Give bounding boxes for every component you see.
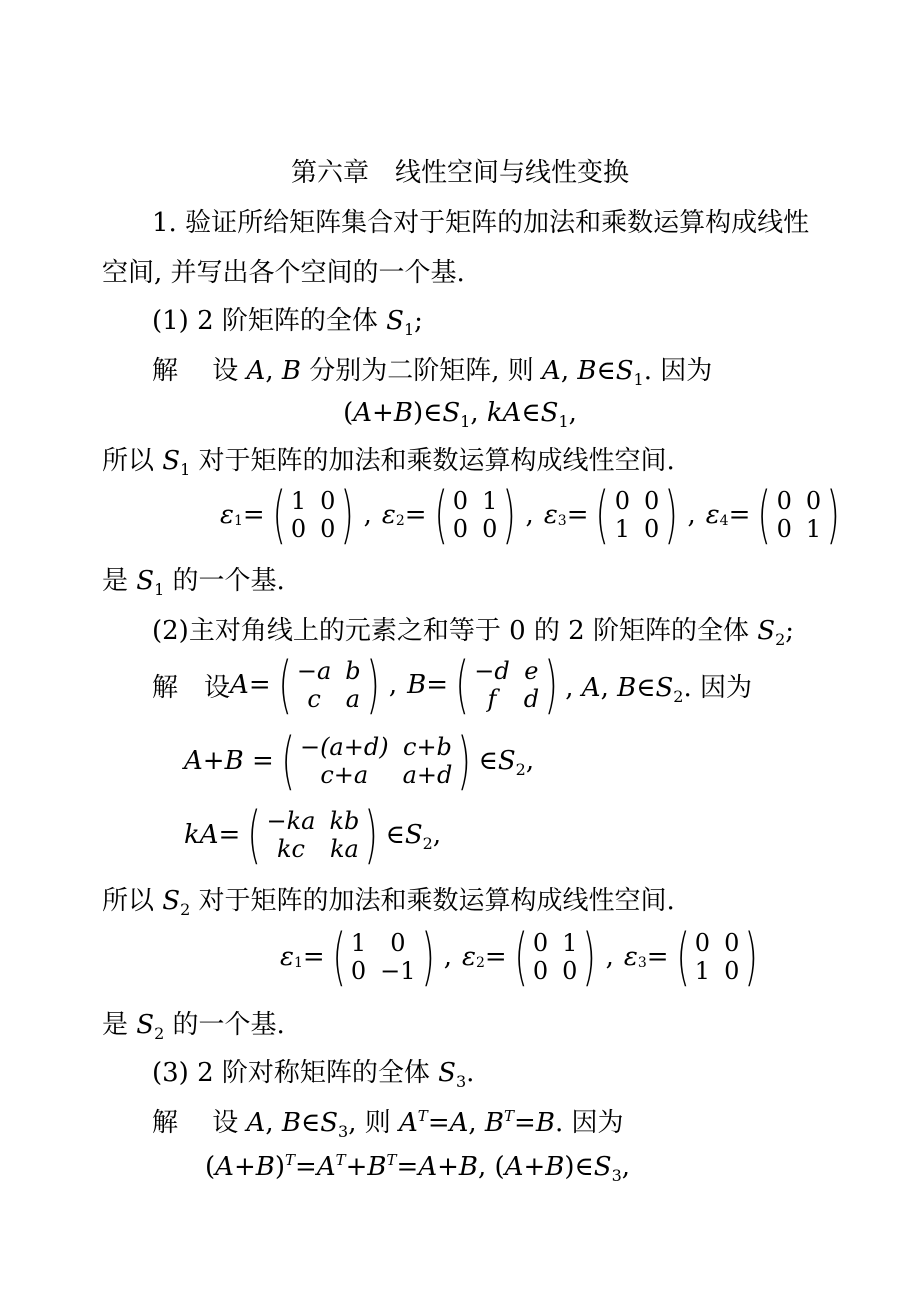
question-2-text: (2)主对角线上的元素之和等于 0 的 2 阶矩阵的全体 xyxy=(152,616,758,646)
left-paren: ( xyxy=(757,478,772,551)
matrix-B xyxy=(450,648,563,721)
matrix-entry: c xyxy=(307,685,321,713)
left-paren: ( xyxy=(455,648,469,721)
right-paren: ) xyxy=(744,920,759,993)
basis-s1-e1: ε 1 = ( 1 0 0 0 ) , xyxy=(220,478,372,551)
matrix-entry: 1 xyxy=(350,929,367,957)
conclusion-2-text: 对于矩阵的加法和乘数运算构成线性空间. xyxy=(190,886,675,916)
matrix-entry: 1 xyxy=(290,487,307,515)
basis-s2-prefix: 是 xyxy=(102,1010,137,1040)
matrix-entry: a xyxy=(345,685,361,713)
equation-scalar-2: kA = ( −ka kb kc ka ) $\in S_2$, xyxy=(184,798,442,871)
solution-label: 解 xyxy=(152,1108,179,1138)
matrix-A xyxy=(273,648,385,721)
matrix xyxy=(327,920,440,993)
matrix-entry: f xyxy=(487,685,497,713)
solution-2-line: 解 设 A = ( −a b c a ) , B = ( −d e f d ) , A, $B\in S_2$. 因为 xyxy=(152,648,752,721)
left-paren: ( xyxy=(332,920,346,993)
problem-1-line-2: 空间, 并写出各个空间的一个基. xyxy=(102,258,465,288)
conclusion-2-prefix: 所以 xyxy=(102,886,163,916)
matrix-entry: 0 xyxy=(320,487,336,515)
matrix xyxy=(590,478,683,551)
basis-s2-statement: 是 $S_2$ 的一个基. xyxy=(102,1010,285,1043)
matrix-entry: 1 xyxy=(614,515,630,543)
left-paren: ( xyxy=(247,798,262,871)
matrix xyxy=(509,920,602,993)
matrix-entry: e xyxy=(524,657,539,685)
basis-s2 xyxy=(280,920,766,993)
solution-3-text-a: 设 xyxy=(212,1108,247,1138)
matrix-entry: a+d xyxy=(402,761,453,789)
matrix-entry: 1 xyxy=(805,515,822,543)
matrix xyxy=(752,478,845,551)
right-paren: ) xyxy=(544,648,558,721)
left-paren: ( xyxy=(434,478,448,551)
matrix-entry: 0 xyxy=(290,515,307,543)
matrix-entry: 0 xyxy=(452,487,469,515)
solution-3-because: . 因为 xyxy=(554,1108,624,1138)
left-paren: ( xyxy=(514,920,528,993)
left-paren: ( xyxy=(272,478,286,551)
conclusion-2: 所以 $S_2$ 对于矩阵的加法和乘数运算构成线性空间. xyxy=(102,886,675,919)
matrix-entry: d xyxy=(523,685,540,713)
matrix-entry: −(a+d) xyxy=(299,733,389,761)
matrix-entry: 0 xyxy=(724,929,740,957)
conclusion-1-prefix: 所以 xyxy=(102,446,163,476)
right-paren: ) xyxy=(366,648,380,721)
question-3-text: (3) 2 阶对称矩阵的全体 xyxy=(152,1058,439,1088)
basis-s2-tail: 的一个基. xyxy=(164,1010,285,1040)
basis-s1-e2: ε 2 = ( 0 1 0 0 ) , xyxy=(381,478,534,551)
solution-1-text-b: 分别为二阶矩阵, 则 xyxy=(309,356,543,386)
matrix-entry: 0 xyxy=(532,957,549,985)
solution-1-text-a: 设 xyxy=(212,356,247,386)
basis-s1-e3: ε 3 = ( 0 0 1 0 ) , xyxy=(543,478,696,551)
right-paren: ) xyxy=(582,920,597,993)
right-paren: ) xyxy=(826,478,840,551)
conclusion-1: 所以 $S_1$ 对于矩阵的加法和乘数运算构成线性空间. xyxy=(102,446,675,479)
basis-s1-tail: 的一个基. xyxy=(164,566,285,596)
basis-s2-e1: ε 1 = ( 1 0 0 −1 ) , xyxy=(280,920,453,993)
matrix-entry: 1 xyxy=(482,487,498,515)
basis-s1 xyxy=(220,478,847,551)
right-paren: ) xyxy=(340,478,355,551)
matrix-entry: 1 xyxy=(694,957,711,985)
matrix-entry: 0 xyxy=(390,929,406,957)
question-2: (2)主对角线上的元素之和等于 0 的 2 阶矩阵的全体 $S_2$; xyxy=(152,616,795,649)
right-paren: ) xyxy=(420,920,435,993)
solution-label: 解 xyxy=(152,356,179,386)
matrix-entry: 0 xyxy=(562,957,578,985)
question-1: (1) 2 阶矩阵的全体 $S_1$; xyxy=(152,306,423,339)
matrix-entry: 0 xyxy=(694,929,711,957)
matrix-entry: −d xyxy=(474,657,510,685)
matrix-entry: kb xyxy=(329,807,360,835)
solution-3-text-b: , 则 xyxy=(348,1108,400,1138)
matrix-entry: c+a xyxy=(320,761,369,789)
matrix-entry: 0 xyxy=(776,515,792,543)
solution-2-because: . 因为 xyxy=(683,672,752,703)
basis-s1-prefix: 是 xyxy=(102,566,137,596)
solution-3-line: 解 设 A, $B\in S_3$, 则 $A^T=A$, $B^T=B$. 因为 xyxy=(152,1107,624,1141)
matrix-entry: c+b xyxy=(403,733,452,761)
problem-1-line-1: 1. 验证所给矩阵集合对于矩阵的加法和乘数运算构成线性 xyxy=(152,208,810,238)
right-paren: ) xyxy=(664,478,679,551)
matrix-entry: 0 xyxy=(724,957,740,985)
matrix-entry: 0 xyxy=(776,487,792,515)
matrix xyxy=(671,920,764,993)
matrix-entry: b xyxy=(345,657,361,685)
left-paren: ( xyxy=(281,724,295,797)
basis-s1-statement: 是 $S_1$ 的一个基. xyxy=(102,566,285,599)
right-paren: ) xyxy=(457,724,472,797)
matrix-entry: 0 xyxy=(482,515,498,543)
question-3: (3) 2 阶对称矩阵的全体 $S_3$. xyxy=(152,1058,475,1091)
conclusion-1-text: 对于矩阵的加法和乘数运算构成线性空间. xyxy=(190,446,675,476)
left-paren: ( xyxy=(595,478,610,551)
matrix-entry: 0 xyxy=(350,957,367,985)
matrix xyxy=(429,478,522,551)
right-paren: ) xyxy=(364,798,379,871)
basis-s2-e2: ε 2 = ( 0 1 0 0 ) , xyxy=(462,920,614,993)
solution-2-text-a: 设 xyxy=(204,672,231,703)
matrix-entry: kc xyxy=(277,835,305,863)
matrix-entry: 0 xyxy=(532,929,549,957)
right-paren: ) xyxy=(502,478,517,551)
matrix-entry: ka xyxy=(330,835,359,863)
matrix-entry: −ka xyxy=(266,807,316,835)
left-paren: ( xyxy=(676,920,690,993)
question-1-text: (1) 2 阶矩阵的全体 xyxy=(152,306,387,336)
basis-s2-e3: ε 3 = ( 0 0 1 0 ) xyxy=(624,926,766,988)
solution-1-line: 解 设 A, B 分别为二阶矩阵, 则 A, $B\in S_1$. 因为 xyxy=(152,356,713,389)
equation-transpose-3: $(A+B)^T=A^T+B^T=A+B$, $(A+B)\in S_3$, xyxy=(205,1151,631,1185)
matrix-entry: −a xyxy=(296,657,332,685)
matrix-entry: 0 xyxy=(643,487,660,515)
solution-label: 解 xyxy=(152,672,179,703)
equation-sum-2: A + B = ( −(a+d) c+b c+a a+d ) $\in S_2$, xyxy=(184,724,535,797)
equation-closure-1: $(A+B)\in S_1$, $kA\in S_1$, xyxy=(343,398,577,431)
chapter-title: 第六章 线性空间与线性变换 xyxy=(290,158,629,188)
matrix-entry: 0 xyxy=(614,487,630,515)
matrix-entry: 0 xyxy=(643,515,660,543)
solution-1-because: . 因为 xyxy=(643,356,713,386)
matrix-entry: 0 xyxy=(452,515,469,543)
left-paren: ( xyxy=(278,648,292,721)
matrix-entry: 0 xyxy=(805,487,822,515)
basis-s1-e4: ε 4 = ( 0 0 0 1 ) xyxy=(706,484,848,546)
matrix-entry: −1 xyxy=(380,957,416,985)
matrix-entry: 1 xyxy=(562,929,578,957)
matrix-entry: 0 xyxy=(320,515,336,543)
matrix xyxy=(267,478,360,551)
